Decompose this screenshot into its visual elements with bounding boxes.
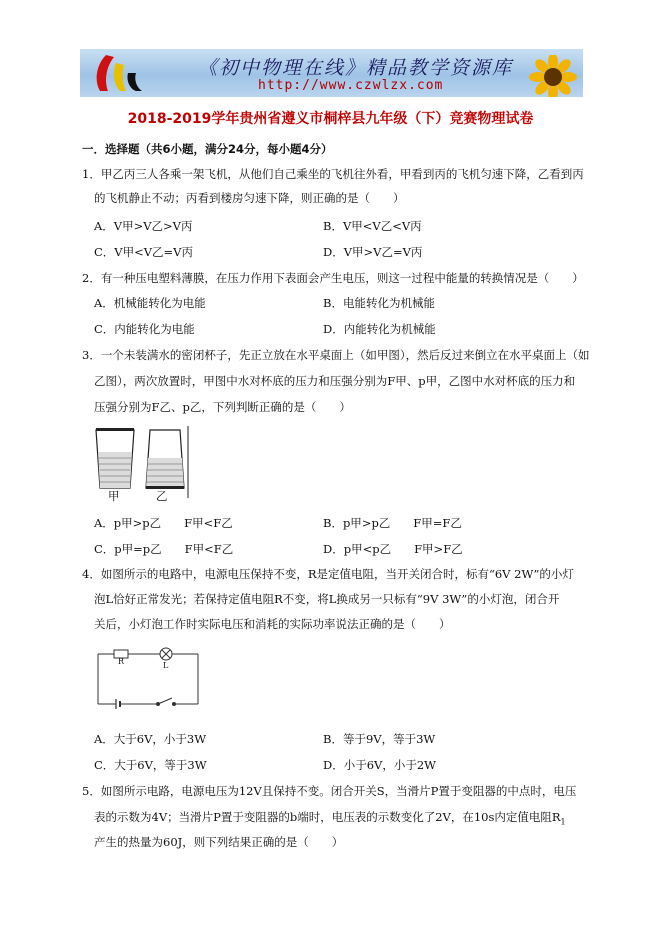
cup-figure: [92, 426, 192, 502]
q1-option-a: A．V甲>V乙>V丙: [94, 219, 193, 233]
q4-text-line3: 关后，小灯泡工作时实际电压和消耗的实际功率说法正确的是（ ）: [94, 617, 451, 631]
q3-text-line1: 3．一个未装满水的密闭杯子，先正立放在水平桌面上（如甲图），然后反过来倒立在水平桌面上（如: [82, 348, 590, 362]
q3-option-b: B．p甲>p乙 F甲=F乙: [323, 516, 462, 530]
q1-option-d: D．V甲>V乙=V丙: [323, 245, 423, 259]
page-title: 2018-2019学年贵州省遵义市桐梓县九年级（下）竞赛物理试卷: [127, 111, 534, 127]
q1-option-b: B．V甲<V乙<V丙: [323, 219, 422, 233]
q1-option-c: C．V甲<V乙=V丙: [94, 245, 193, 259]
cup-label-a: 甲: [108, 489, 120, 503]
q2-text-line1: 2．有一种压电塑料薄膜，在压力作用下表面会产生电压，则这一过程中能量的转换情况是（ ）: [82, 271, 584, 285]
q2-option-a: A．机械能转化为电能: [94, 296, 206, 310]
q4-text-line2: 泡L恰好正常发光；若保持定值电阻R不变，将L换成另一只标有“9V 3W”的小灯泡，闭合开: [94, 592, 560, 606]
sunflower-icon: [523, 55, 579, 97]
q2-option-c: C．内能转化为电能: [94, 322, 195, 336]
banner-url: http://www.czwlzx.com: [258, 78, 444, 93]
circuit-label-l: L: [163, 661, 169, 670]
banner-title: 《初中物理在线》精品教学资源库: [198, 57, 514, 79]
cup-label-b: 乙: [156, 489, 168, 503]
q4-option-b: B．等于9V，等于3W: [323, 732, 436, 746]
logo-icon: [86, 51, 150, 95]
q3-option-d: D．p甲<p乙 F甲>F乙: [323, 542, 463, 556]
circuit-label-r: R: [118, 657, 125, 666]
q5-subscript: 1: [560, 817, 566, 827]
q3-option-a: A．p甲>p乙 F甲<F乙: [94, 516, 233, 530]
q3-option-c: C．p甲=p乙 F甲<F乙: [94, 542, 234, 556]
q4-option-a: A．大于6V，小于3W: [94, 732, 207, 746]
q5-text-line1: 5．如图所示电路，电源电压为12V且保持不变。闭合开关S，当滑片P置于变阻器的中点时，电压: [82, 784, 577, 798]
q4-text-line1: 4．如图所示的电路中，电源电压保持不变，R是定值电阻，当开关闭合时，标有“6V 2W”的小灯: [82, 567, 574, 581]
q4-option-c: C．大于6V，等于3W: [94, 758, 207, 772]
q3-text-line3: 压强分别为F乙、p乙，下列判断正确的是（ ）: [94, 400, 351, 414]
q2-option-d: D．内能转化为机械能: [323, 322, 436, 336]
q4-option-d: D．小于6V，小于2W: [323, 758, 436, 772]
q1-text-line2: 的飞机静止不动；丙看到楼房匀速下降，则正确的是（ ）: [94, 191, 405, 205]
q5-text-line2: [94, 810, 566, 829]
q2-option-b: B．电能转化为机械能: [323, 296, 435, 310]
q3-text-line2: 乙图），两次放置时，甲图中水对杯底的压力和压强分别为F甲、p甲，乙图中水对杯底的压力和: [94, 374, 576, 388]
q5-text-line3: 产生的热量为60J，则下列结果正确的是（ ）: [94, 835, 344, 849]
cup-inverted: [146, 430, 184, 489]
header-banner: [80, 49, 583, 97]
circuit-diagram-q4: [94, 644, 202, 716]
q1-text-line1: 1．甲乙丙三人各乘一架飞机，从他们自己乘坐的飞机往外看，甲看到丙的飞机匀速下降，乙看到丙: [82, 167, 584, 181]
section-heading: 一．选择题（共6小题，满分24分，每小题4分）: [82, 142, 333, 156]
cup-upright: [96, 428, 134, 488]
q5-text-line2-main: 表的示数为4V；当滑片P置于变阻器的b端时，电压表的示数变化了2V，在10s内定值电阻R: [94, 810, 561, 824]
